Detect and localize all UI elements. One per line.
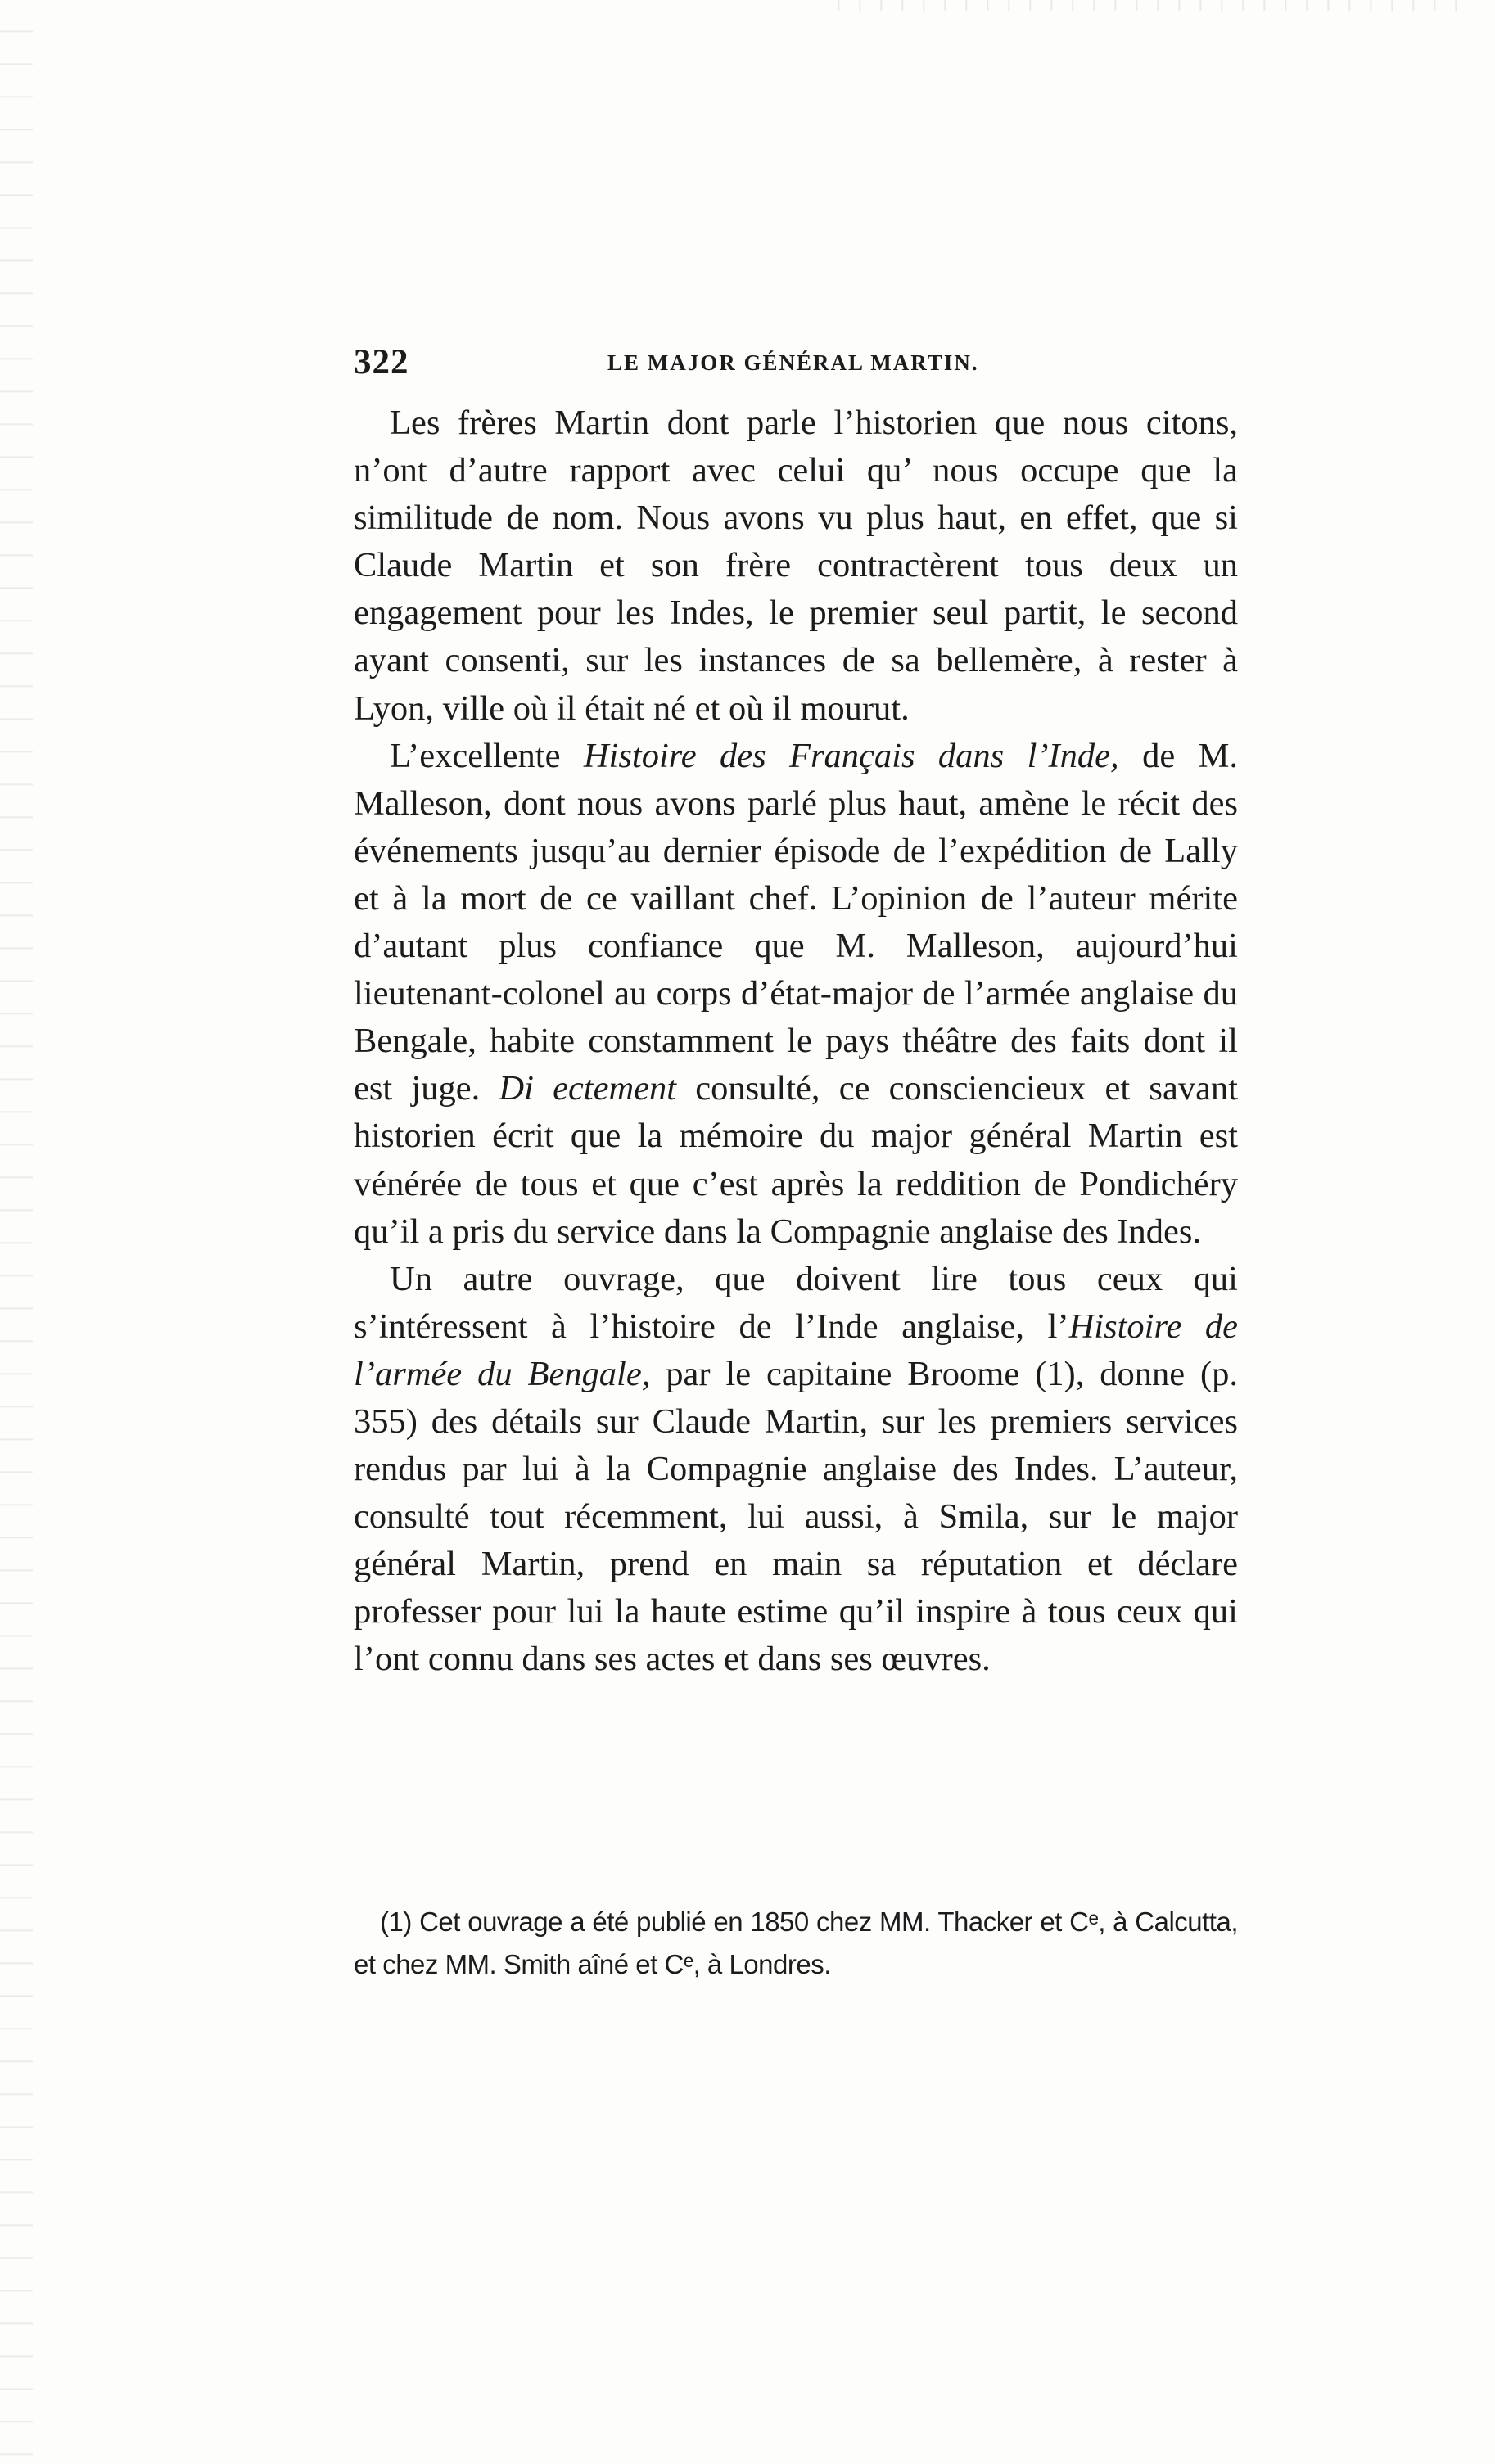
text-segment: L’excellente: [390, 736, 584, 775]
italic-title: Histoire de l’armée du Bengale,: [354, 1306, 1238, 1393]
paragraph: [354, 733, 1238, 1256]
text-segment: par le capitaine Broome (1), donne (p. 355) des détails sur Claude Martin, sur les premiers services rendus par lui à la Compagnie anglaise des Indes. L’auteur, consulté tout récemment, lui aussi, à Smila, sur le major général Martin, prend en main sa réputation et déclare professer pour lui la haute estime qu’il inspire à tous ceux qui l’ont connu dans ses actes et dans ses œuvres.: [354, 1354, 1238, 1679]
footnote-text: (1) Cet ouvrage a été publié en 1850 chez MM. Thacker et Cᵉ, à Calcutta, et chez MM. Smith aîné et Cᵉ, à Londres.: [354, 1907, 1238, 1979]
page-header: [354, 342, 1238, 391]
text-segment: Un autre ouvrage, que doivent lire tous ceux qui s’intéressent à l’histoire de l’Inde anglaise, l’: [354, 1259, 1238, 1346]
text-segment: Les frères Martin dont parle l’historien que nous citons, n’ont d’autre rapport avec celui qu’ nous occupe que la similitude de nom. Nous avons vu plus haut, en effet, que si Claude Martin et son frère contractèrent tous deux un engagement pour les Indes, le premier seul partit, le second ayant consenti, sur les instances de sa bellemère, à rester à Lyon, ville où il était né et où il mourut.: [354, 404, 1238, 728]
text-segment: de M. Malleson, dont nous avons parlé plus haut, amène le récit des événements jusqu’au dernier épisode de l’expédition de Lally et à la mort de ce vaillant chef. L’opinion de l’auteur mérite d’autant plus confiance que M. Malleson, aujourd’hui lieutenant-colonel au corps d’état-major de l’armée anglaise du Bengale, habite constamment le pays théâtre des faits dont il est juge.: [354, 736, 1238, 1108]
running-head: LE MAJOR GÉNÉRAL MARTIN.: [607, 350, 979, 375]
paragraph: [354, 399, 1238, 733]
italic-title: Histoire des Français dans l’Inde,: [583, 736, 1119, 775]
scan-top-noise: [819, 0, 1474, 11]
paragraph: [354, 1256, 1238, 1684]
body-text: [354, 399, 1238, 1684]
scan-edge-noise: [0, 0, 33, 2464]
text-segment: consulté, ce consciencieux et savant historien écrit que la mémoire du major général Martin est vénérée de tous et que c’est après la reddition de Pondichéry qu’il a pris du service dans la Compagnie anglaise des Indes.: [354, 1069, 1238, 1251]
italic-word: Di ectement: [499, 1069, 677, 1108]
footnote: [354, 1901, 1238, 1986]
page-number: 322: [354, 343, 409, 381]
